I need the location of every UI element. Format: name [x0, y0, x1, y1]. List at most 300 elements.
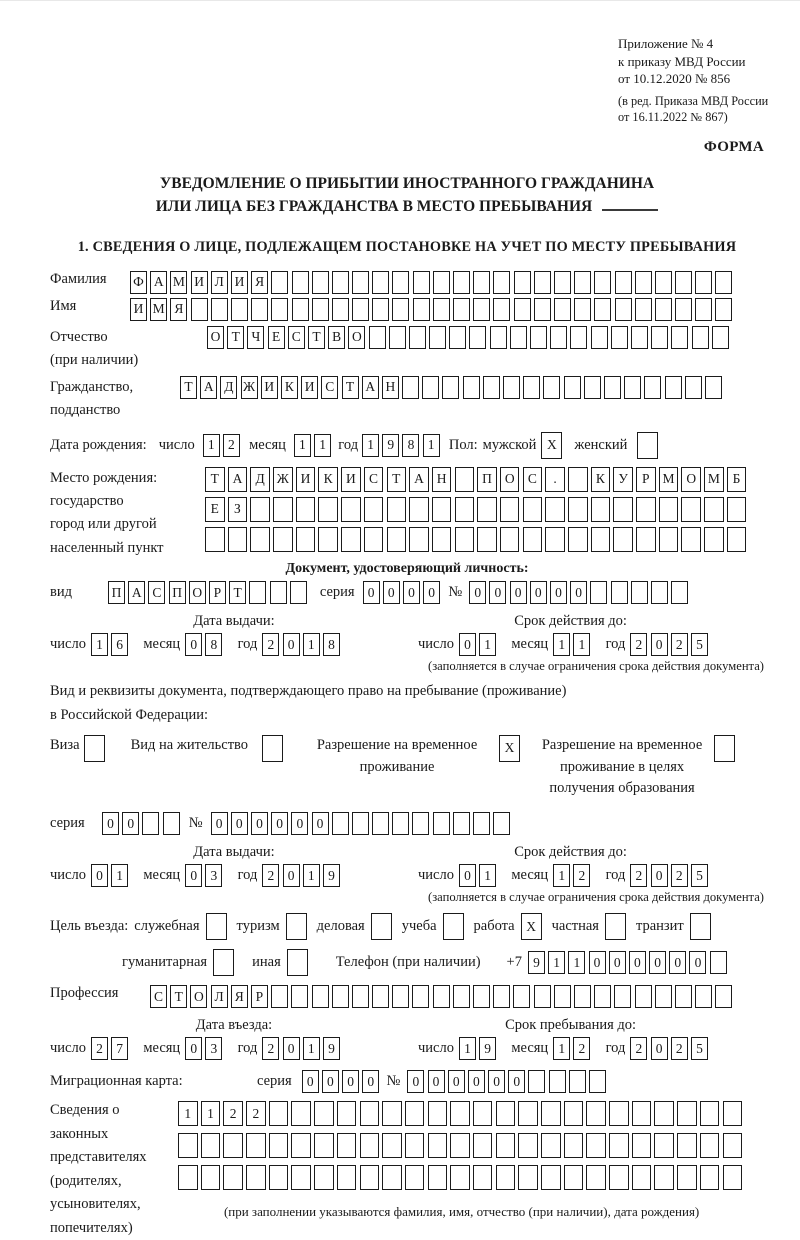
form-cell[interactable]	[605, 913, 626, 940]
form-cell[interactable]	[624, 376, 641, 399]
form-cell[interactable]: 0	[589, 951, 606, 974]
doc-kind-cells[interactable]	[108, 581, 310, 604]
form-cell[interactable]	[518, 1101, 538, 1126]
form-cell[interactable]	[636, 527, 656, 552]
form-cell[interactable]	[541, 1101, 561, 1126]
form-cell[interactable]	[273, 527, 293, 552]
form-cell[interactable]: 1	[548, 951, 565, 974]
form-cell[interactable]	[429, 326, 446, 349]
form-cell[interactable]: 0	[508, 1070, 525, 1093]
form-cell[interactable]	[332, 985, 349, 1008]
form-cell[interactable]	[292, 298, 309, 321]
form-cell[interactable]: Т	[308, 326, 325, 349]
form-cell[interactable]	[372, 985, 389, 1008]
form-cell[interactable]	[500, 527, 520, 552]
form-cell[interactable]	[382, 1133, 402, 1158]
purpose-private-checkbox[interactable]	[605, 913, 626, 940]
form-cell[interactable]: 5	[691, 1037, 708, 1060]
form-cell[interactable]: Я	[170, 298, 187, 321]
form-cell[interactable]: О	[189, 581, 206, 604]
form-cell[interactable]	[453, 812, 470, 835]
form-cell[interactable]: О	[207, 326, 224, 349]
form-cell[interactable]	[615, 298, 632, 321]
form-cell[interactable]	[291, 1101, 311, 1126]
form-cell[interactable]: Л	[211, 271, 228, 294]
form-cell[interactable]	[490, 326, 507, 349]
purpose-work-checkbox[interactable]	[521, 913, 542, 940]
residence-issue-year-cells[interactable]	[262, 864, 343, 887]
form-cell[interactable]	[545, 497, 565, 522]
form-cell[interactable]: 1	[178, 1101, 198, 1126]
form-cell[interactable]: X	[541, 432, 562, 459]
form-cell[interactable]: Ч	[247, 326, 264, 349]
residence-issue-month-cells[interactable]	[185, 864, 225, 887]
form-cell[interactable]: 2	[91, 1037, 108, 1060]
form-cell[interactable]	[163, 812, 180, 835]
form-cell[interactable]	[613, 497, 633, 522]
form-cell[interactable]	[428, 1165, 448, 1190]
form-cell[interactable]	[609, 1133, 629, 1158]
form-cell[interactable]	[493, 271, 510, 294]
form-cell[interactable]: 2	[671, 1037, 688, 1060]
form-cell[interactable]: 1	[568, 951, 585, 974]
form-cell[interactable]	[432, 497, 452, 522]
form-cell[interactable]	[690, 913, 711, 940]
residence-series-cells[interactable]	[102, 812, 183, 835]
doc-issue-day-cells[interactable]	[91, 633, 131, 656]
form-cell[interactable]	[589, 1070, 606, 1093]
form-cell[interactable]	[493, 298, 510, 321]
form-cell[interactable]: М	[170, 271, 187, 294]
form-cell[interactable]	[534, 271, 551, 294]
form-cell[interactable]: 0	[407, 1070, 424, 1093]
form-cell[interactable]	[205, 527, 225, 552]
form-cell[interactable]: Д	[220, 376, 237, 399]
form-cell[interactable]	[291, 985, 308, 1008]
legal-reps-row3-cells[interactable]	[178, 1165, 745, 1190]
profession-cells[interactable]	[150, 985, 735, 1008]
form-cell[interactable]	[554, 298, 571, 321]
form-cell[interactable]	[270, 581, 287, 604]
form-cell[interactable]: П	[108, 581, 125, 604]
form-cell[interactable]: 8	[205, 633, 222, 656]
sex-male-checkbox[interactable]	[541, 432, 562, 459]
form-cell[interactable]: Я	[251, 271, 268, 294]
form-cell[interactable]	[405, 1133, 425, 1158]
form-cell[interactable]	[681, 497, 701, 522]
form-cell[interactable]: 2	[223, 1101, 243, 1126]
form-cell[interactable]	[609, 1165, 629, 1190]
form-cell[interactable]	[712, 326, 729, 349]
form-cell[interactable]: 2	[671, 633, 688, 656]
form-cell[interactable]: 9	[382, 434, 399, 457]
form-cell[interactable]: 0	[185, 1037, 202, 1060]
form-cell[interactable]	[372, 271, 389, 294]
form-cell[interactable]: 2	[223, 434, 240, 457]
form-cell[interactable]	[352, 812, 369, 835]
form-cell[interactable]: 0	[428, 1070, 445, 1093]
form-cell[interactable]: 0	[291, 812, 308, 835]
form-cell[interactable]	[550, 326, 567, 349]
birth-month-cells[interactable]	[294, 434, 334, 457]
form-cell[interactable]: У	[613, 467, 633, 492]
form-cell[interactable]	[523, 376, 540, 399]
form-cell[interactable]: 0	[283, 864, 300, 887]
form-cell[interactable]	[611, 581, 628, 604]
form-cell[interactable]: 1	[573, 633, 590, 656]
form-cell[interactable]	[568, 467, 588, 492]
form-cell[interactable]	[654, 1133, 674, 1158]
form-cell[interactable]: Т	[180, 376, 197, 399]
form-cell[interactable]	[449, 326, 466, 349]
form-cell[interactable]	[402, 376, 419, 399]
birth-day-cells[interactable]	[203, 434, 243, 457]
form-cell[interactable]	[665, 376, 682, 399]
form-cell[interactable]: 8	[402, 434, 419, 457]
form-cell[interactable]	[496, 1165, 516, 1190]
form-cell[interactable]	[337, 1133, 357, 1158]
form-cell[interactable]	[715, 985, 732, 1008]
form-cell[interactable]	[369, 326, 386, 349]
sex-female-checkbox[interactable]	[637, 432, 658, 459]
form-cell[interactable]	[455, 527, 475, 552]
form-cell[interactable]: 2	[262, 1037, 279, 1060]
form-cell[interactable]	[569, 1070, 586, 1093]
form-cell[interactable]: Б	[727, 467, 747, 492]
form-cell[interactable]: 0	[185, 633, 202, 656]
legal-reps-row2-cells[interactable]	[178, 1133, 745, 1158]
form-cell[interactable]: 0	[651, 633, 668, 656]
form-cell[interactable]: Е	[205, 497, 225, 522]
form-cell[interactable]	[723, 1133, 743, 1158]
form-cell[interactable]	[704, 527, 724, 552]
form-cell[interactable]	[473, 812, 490, 835]
form-cell[interactable]	[413, 271, 430, 294]
form-cell[interactable]	[332, 271, 349, 294]
form-cell[interactable]	[314, 1101, 334, 1126]
form-cell[interactable]: 0	[423, 581, 440, 604]
form-cell[interactable]: К	[281, 376, 298, 399]
form-cell[interactable]: 1	[91, 633, 108, 656]
form-cell[interactable]	[433, 812, 450, 835]
form-cell[interactable]: П	[169, 581, 186, 604]
form-cell[interactable]: 0	[651, 864, 668, 887]
form-cell[interactable]	[291, 1133, 311, 1158]
doc-expiry-month-cells[interactable]	[553, 633, 593, 656]
form-cell[interactable]	[250, 497, 270, 522]
form-cell[interactable]	[433, 298, 450, 321]
form-cell[interactable]: 1	[479, 864, 496, 887]
form-cell[interactable]	[723, 1165, 743, 1190]
form-cell[interactable]	[530, 326, 547, 349]
form-cell[interactable]	[695, 298, 712, 321]
form-cell[interactable]	[631, 326, 648, 349]
form-cell[interactable]	[387, 497, 407, 522]
form-cell[interactable]	[549, 1070, 566, 1093]
temp-residence-checkbox[interactable]	[499, 735, 520, 762]
form-cell[interactable]: 1	[111, 864, 128, 887]
form-cell[interactable]: 2	[573, 1037, 590, 1060]
form-cell[interactable]	[409, 527, 429, 552]
purpose-study-checkbox[interactable]	[443, 913, 464, 940]
form-cell[interactable]	[510, 326, 527, 349]
form-cell[interactable]	[405, 1101, 425, 1126]
form-cell[interactable]: О	[681, 467, 701, 492]
form-cell[interactable]	[477, 527, 497, 552]
form-cell[interactable]	[591, 527, 611, 552]
form-cell[interactable]	[513, 985, 530, 1008]
form-cell[interactable]	[554, 271, 571, 294]
form-cell[interactable]	[211, 298, 228, 321]
form-cell[interactable]	[655, 985, 672, 1008]
form-cell[interactable]	[473, 1165, 493, 1190]
form-cell[interactable]: К	[318, 467, 338, 492]
doc-issue-year-cells[interactable]	[262, 633, 343, 656]
form-cell[interactable]: 8	[323, 633, 340, 656]
form-cell[interactable]: 0	[102, 812, 119, 835]
form-cell[interactable]	[692, 326, 709, 349]
form-cell[interactable]: О	[190, 985, 207, 1008]
form-cell[interactable]	[249, 581, 266, 604]
form-cell[interactable]	[586, 1101, 606, 1126]
form-cell[interactable]	[473, 1101, 493, 1126]
form-cell[interactable]: Р	[209, 581, 226, 604]
form-cell[interactable]: 2	[630, 1037, 647, 1060]
purpose-transit-checkbox[interactable]	[690, 913, 711, 940]
residence-number-cells[interactable]	[211, 812, 514, 835]
form-cell[interactable]: 0	[468, 1070, 485, 1093]
form-cell[interactable]: 1	[203, 434, 220, 457]
form-cell[interactable]	[246, 1133, 266, 1158]
form-cell[interactable]	[291, 1165, 311, 1190]
form-cell[interactable]: 2	[630, 864, 647, 887]
form-cell[interactable]: М	[659, 467, 679, 492]
form-cell[interactable]	[715, 298, 732, 321]
form-cell[interactable]	[382, 1165, 402, 1190]
form-cell[interactable]: О	[500, 467, 520, 492]
form-cell[interactable]	[392, 298, 409, 321]
form-cell[interactable]	[314, 1133, 334, 1158]
form-cell[interactable]	[594, 271, 611, 294]
form-cell[interactable]	[206, 913, 227, 940]
form-cell[interactable]	[453, 985, 470, 1008]
form-cell[interactable]: 0	[530, 581, 547, 604]
form-cell[interactable]	[615, 271, 632, 294]
form-cell[interactable]	[496, 1101, 516, 1126]
form-cell[interactable]	[586, 1165, 606, 1190]
form-cell[interactable]: 2	[630, 633, 647, 656]
form-cell[interactable]: 0	[651, 1037, 668, 1060]
form-cell[interactable]	[675, 271, 692, 294]
form-cell[interactable]: 3	[205, 864, 222, 887]
stay-day-cells[interactable]	[459, 1037, 499, 1060]
purpose-tourism-checkbox[interactable]	[286, 913, 307, 940]
form-cell[interactable]: 9	[528, 951, 545, 974]
form-cell[interactable]	[636, 497, 656, 522]
form-cell[interactable]	[271, 298, 288, 321]
form-cell[interactable]	[541, 1165, 561, 1190]
form-cell[interactable]: X	[521, 913, 542, 940]
form-cell[interactable]	[541, 1133, 561, 1158]
form-cell[interactable]	[201, 1133, 221, 1158]
form-cell[interactable]	[570, 326, 587, 349]
form-cell[interactable]: А	[228, 467, 248, 492]
form-cell[interactable]: 0	[570, 581, 587, 604]
form-cell[interactable]: И	[191, 271, 208, 294]
form-cell[interactable]	[632, 1133, 652, 1158]
form-cell[interactable]: М	[150, 298, 167, 321]
form-cell[interactable]	[228, 527, 248, 552]
purpose-humanitarian-checkbox[interactable]	[213, 949, 234, 976]
form-cell[interactable]: Р	[636, 467, 656, 492]
form-cell[interactable]	[503, 376, 520, 399]
form-cell[interactable]	[704, 497, 724, 522]
form-cell[interactable]	[372, 298, 389, 321]
form-cell[interactable]	[675, 298, 692, 321]
form-cell[interactable]: 9	[323, 1037, 340, 1060]
form-cell[interactable]	[654, 1101, 674, 1126]
form-cell[interactable]	[296, 527, 316, 552]
form-cell[interactable]	[671, 326, 688, 349]
form-cell[interactable]	[432, 527, 452, 552]
form-cell[interactable]	[586, 1133, 606, 1158]
form-cell[interactable]: 5	[691, 864, 708, 887]
form-cell[interactable]	[632, 1165, 652, 1190]
form-cell[interactable]: 1	[362, 434, 379, 457]
form-cell[interactable]: И	[296, 467, 316, 492]
form-cell[interactable]: 3	[205, 1037, 222, 1060]
form-cell[interactable]	[341, 497, 361, 522]
form-cell[interactable]	[574, 271, 591, 294]
form-cell[interactable]	[312, 985, 329, 1008]
residence-expiry-year-cells[interactable]	[630, 864, 711, 887]
form-cell[interactable]	[574, 985, 591, 1008]
form-cell[interactable]: 0	[488, 1070, 505, 1093]
form-cell[interactable]	[213, 949, 234, 976]
form-cell[interactable]: 0	[312, 812, 329, 835]
entry-day-cells[interactable]	[91, 1037, 131, 1060]
form-cell[interactable]	[443, 913, 464, 940]
form-cell[interactable]	[191, 298, 208, 321]
form-cell[interactable]	[591, 326, 608, 349]
form-cell[interactable]: С	[148, 581, 165, 604]
form-cell[interactable]	[312, 271, 329, 294]
form-cell[interactable]: 9	[479, 1037, 496, 1060]
form-cell[interactable]	[496, 1133, 516, 1158]
form-cell[interactable]	[428, 1101, 448, 1126]
form-cell[interactable]	[523, 497, 543, 522]
form-cell[interactable]: 1	[479, 633, 496, 656]
form-cell[interactable]	[178, 1133, 198, 1158]
form-cell[interactable]	[632, 1101, 652, 1126]
form-cell[interactable]	[609, 1101, 629, 1126]
form-cell[interactable]: Р	[251, 985, 268, 1008]
form-cell[interactable]	[681, 527, 701, 552]
form-cell[interactable]	[714, 735, 735, 762]
form-cell[interactable]: 0	[510, 581, 527, 604]
purpose-other-checkbox[interactable]	[287, 949, 308, 976]
entry-month-cells[interactable]	[185, 1037, 225, 1060]
form-cell[interactable]	[594, 298, 611, 321]
doc-expiry-day-cells[interactable]	[459, 633, 499, 656]
form-cell[interactable]	[493, 985, 510, 1008]
form-cell[interactable]	[412, 985, 429, 1008]
form-cell[interactable]	[364, 527, 384, 552]
form-cell[interactable]	[518, 1165, 538, 1190]
birth-year-cells[interactable]	[362, 434, 443, 457]
form-cell[interactable]	[493, 812, 510, 835]
form-cell[interactable]	[671, 581, 688, 604]
form-cell[interactable]	[364, 497, 384, 522]
form-cell[interactable]: 0	[342, 1070, 359, 1093]
form-cell[interactable]: С	[364, 467, 384, 492]
form-cell[interactable]	[534, 985, 551, 1008]
form-cell[interactable]	[442, 376, 459, 399]
form-cell[interactable]: Н	[432, 467, 452, 492]
form-cell[interactable]	[695, 985, 712, 1008]
form-cell[interactable]	[564, 1101, 584, 1126]
form-cell[interactable]: 0	[459, 633, 476, 656]
form-cell[interactable]	[422, 376, 439, 399]
form-cell[interactable]	[318, 497, 338, 522]
form-cell[interactable]	[727, 497, 747, 522]
form-cell[interactable]: М	[704, 467, 724, 492]
form-cell[interactable]: 9	[323, 864, 340, 887]
form-cell[interactable]	[568, 497, 588, 522]
form-cell[interactable]	[290, 581, 307, 604]
form-cell[interactable]	[142, 812, 159, 835]
doc-issue-month-cells[interactable]	[185, 633, 225, 656]
form-cell[interactable]: 1	[553, 633, 570, 656]
form-cell[interactable]	[700, 1133, 720, 1158]
form-cell[interactable]	[659, 497, 679, 522]
form-cell[interactable]: Т	[387, 467, 407, 492]
form-cell[interactable]: 1	[303, 864, 320, 887]
residence-expiry-month-cells[interactable]	[553, 864, 593, 887]
form-cell[interactable]	[372, 812, 389, 835]
form-cell[interactable]	[352, 985, 369, 1008]
form-cell[interactable]	[392, 812, 409, 835]
form-cell[interactable]	[651, 326, 668, 349]
form-cell[interactable]	[594, 985, 611, 1008]
form-cell[interactable]	[292, 271, 309, 294]
form-cell[interactable]: 1	[303, 1037, 320, 1060]
form-cell[interactable]: Ж	[273, 467, 293, 492]
form-cell[interactable]: Т	[170, 985, 187, 1008]
form-cell[interactable]	[611, 326, 628, 349]
form-cell[interactable]: С	[150, 985, 167, 1008]
form-cell[interactable]: 0	[185, 864, 202, 887]
form-cell[interactable]	[392, 271, 409, 294]
form-cell[interactable]: О	[348, 326, 365, 349]
form-cell[interactable]	[654, 1165, 674, 1190]
form-cell[interactable]	[178, 1165, 198, 1190]
birth-place-row2-cells[interactable]	[205, 497, 750, 522]
visa-checkbox[interactable]	[84, 735, 105, 762]
form-cell[interactable]	[677, 1101, 697, 1126]
form-cell[interactable]	[453, 271, 470, 294]
form-cell[interactable]	[389, 326, 406, 349]
form-cell[interactable]	[635, 298, 652, 321]
temp-residence-education-checkbox[interactable]	[714, 735, 735, 762]
phone-cells[interactable]	[528, 951, 730, 974]
form-cell[interactable]	[262, 735, 283, 762]
form-cell[interactable]	[387, 527, 407, 552]
patronymic-cells[interactable]	[207, 326, 732, 349]
form-cell[interactable]: 0	[469, 581, 486, 604]
form-cell[interactable]: Д	[250, 467, 270, 492]
migration-series-cells[interactable]	[302, 1070, 383, 1093]
